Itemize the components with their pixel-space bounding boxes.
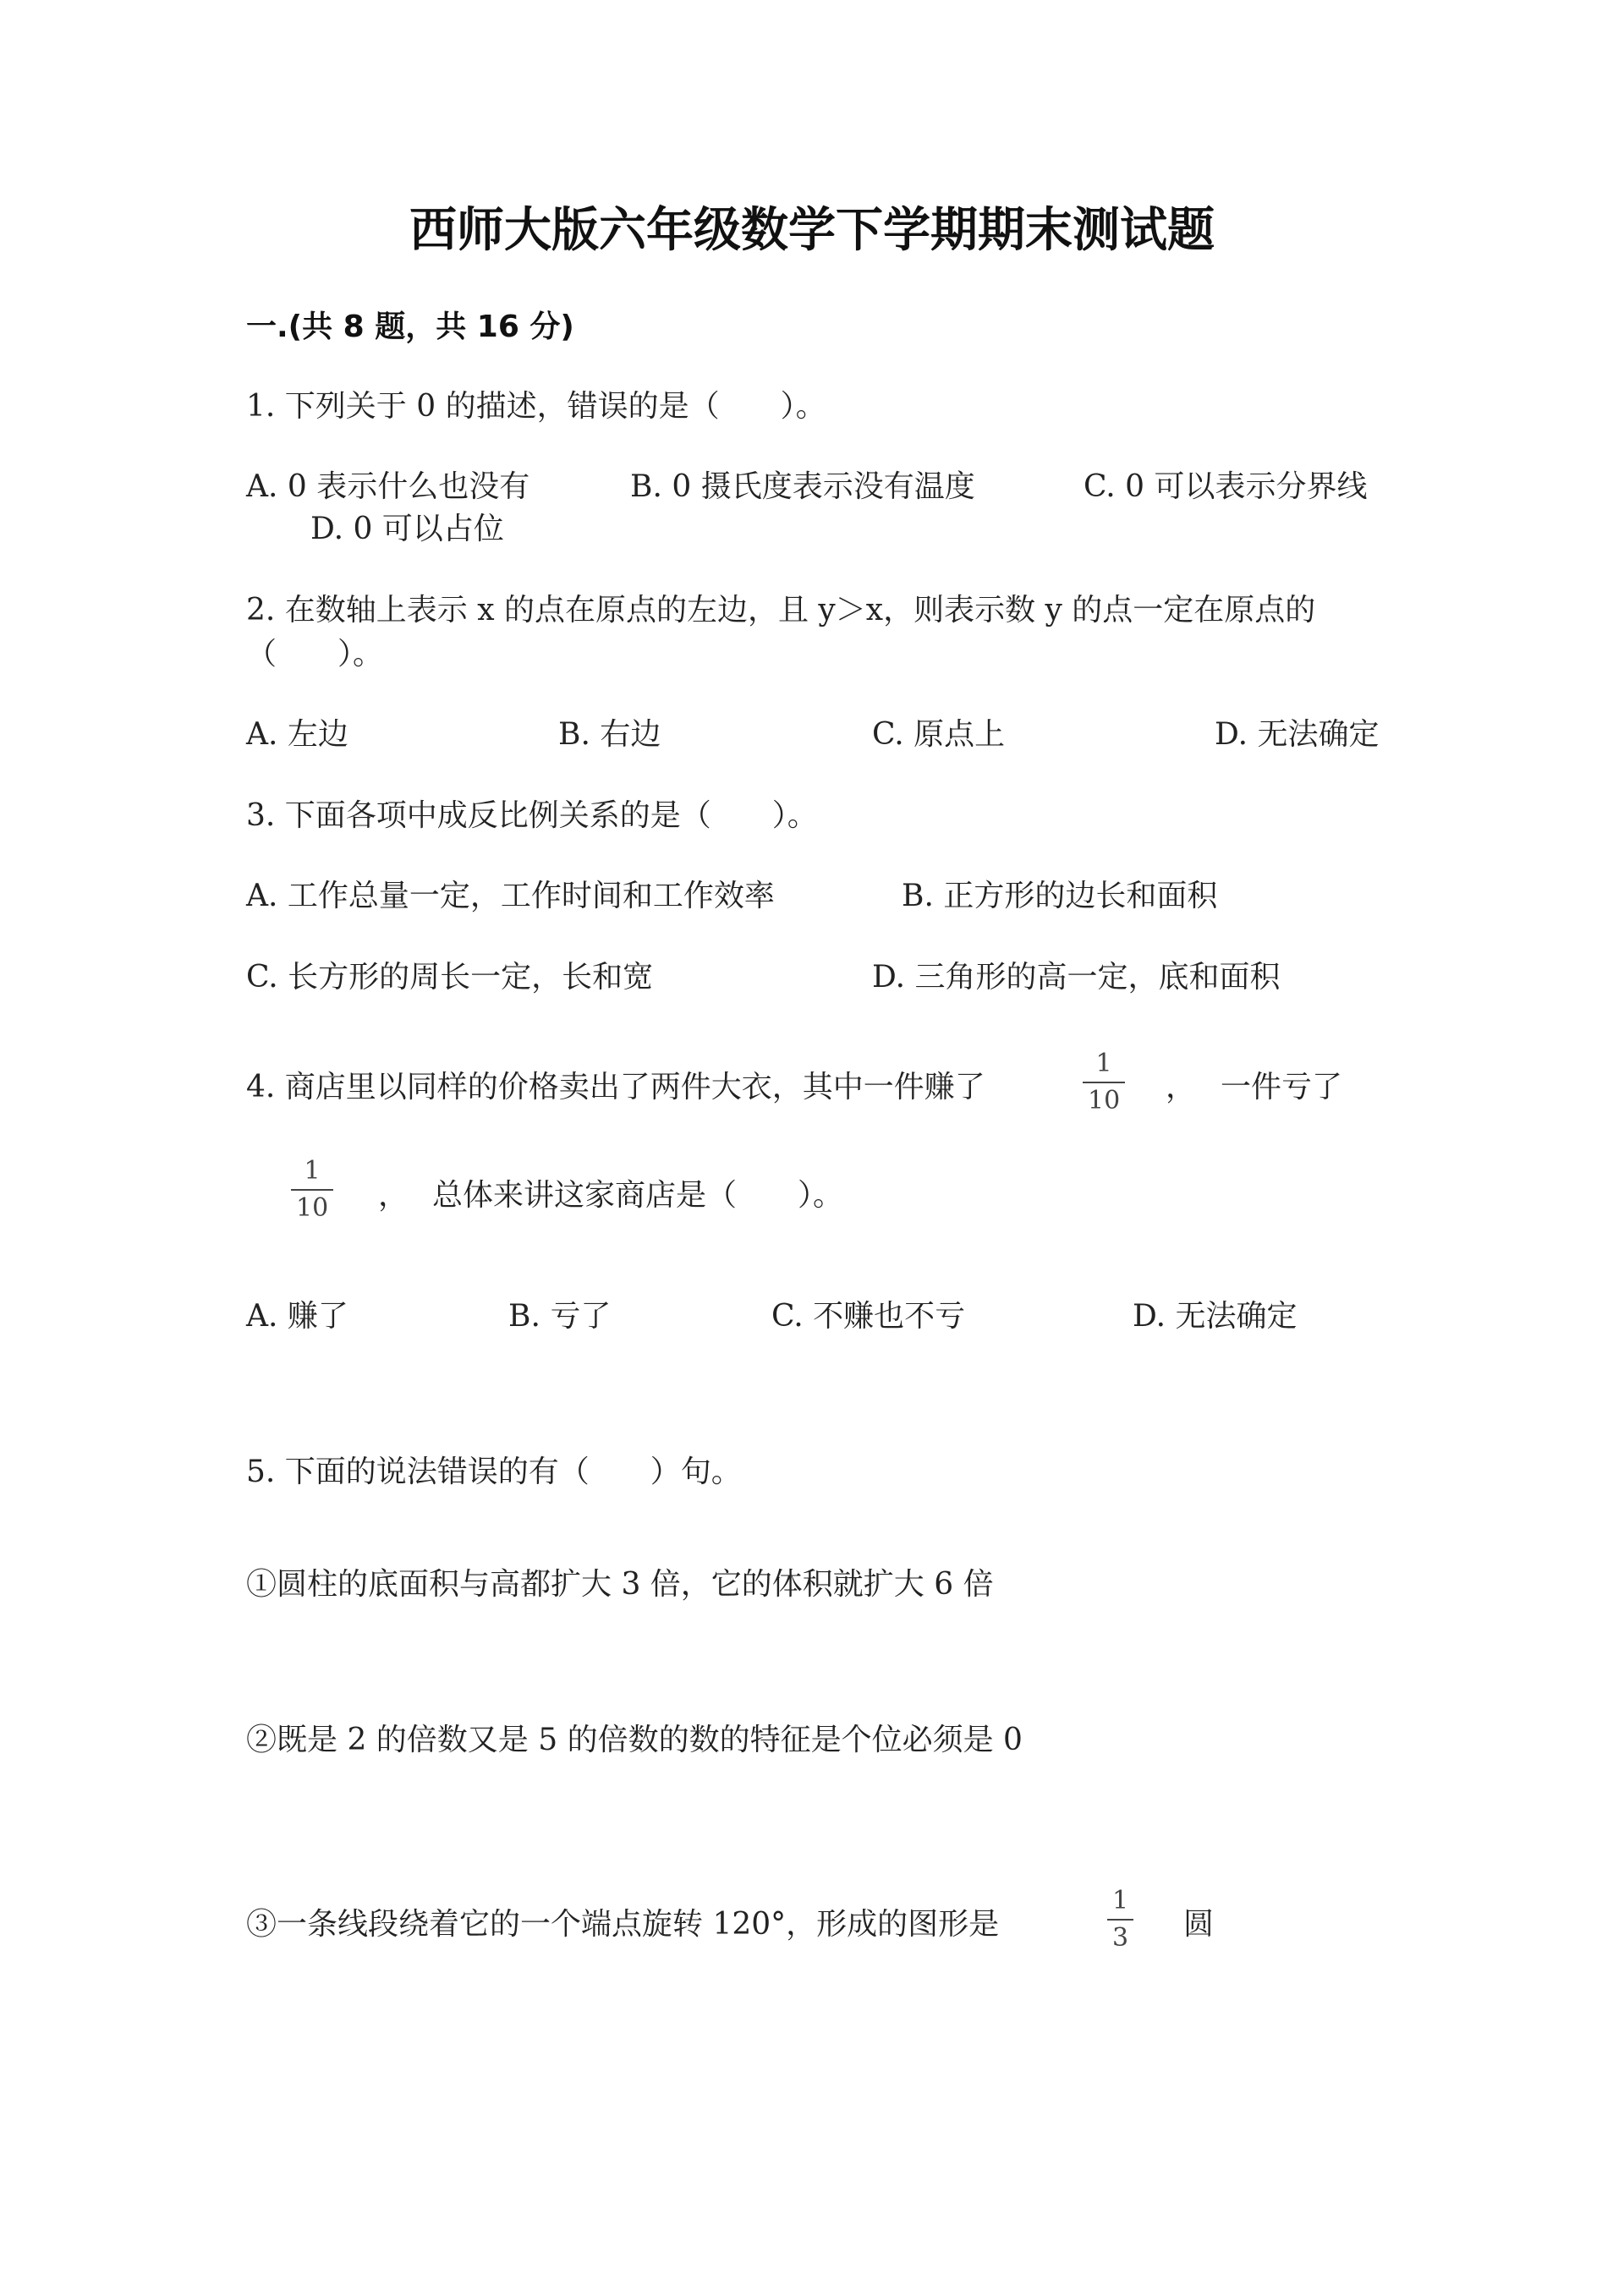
question-4-stem-part3: 一件亏了 <box>1221 1070 1343 1104</box>
q4-option-a: A. 赚了 <box>246 1299 348 1334</box>
q2-option-b: B. 右边 <box>558 717 661 752</box>
question-2-stem-line2: （ ）。 <box>246 637 384 671</box>
question-4-comma-1: ， <box>1166 1070 1197 1104</box>
q1-option-a: A. 0 表示什么也没有 <box>246 469 530 504</box>
q5-statement-2: ②既是 2 的倍数又是 5 的倍数的数的特征是个位必须是 0 <box>246 1723 1023 1757</box>
q2-option-a: A. 左边 <box>246 717 348 752</box>
question-3-stem: 3. 下面各项中成反比例关系的是（ ）。 <box>246 798 818 833</box>
fraction-denominator: 10 <box>296 1193 329 1223</box>
q3-option-c: C. 长方形的周长一定，长和宽 <box>246 960 654 995</box>
q4-option-b: B. 亏了 <box>508 1299 612 1334</box>
fraction-denominator: 10 <box>1088 1086 1121 1115</box>
q5-statement-3-end: 圆 <box>1183 1907 1215 1942</box>
fraction-one-tenth <box>1083 1051 1125 1114</box>
q3-option-b: B. 正方形的边长和面积 <box>902 879 1218 913</box>
fraction-numerator: 1 <box>1095 1049 1112 1078</box>
fraction-one-third <box>1107 1888 1133 1951</box>
q3-option-d: D. 三角形的高一定，底和面积 <box>872 960 1281 995</box>
question-1-stem: 1. 下列关于 0 的描述，错误的是（ ）。 <box>246 389 826 424</box>
q2-option-c: C. 原点上 <box>872 717 1006 752</box>
page-title: 西师大版六年级数学下学期期末测试题 <box>409 203 1215 258</box>
question-5-stem: 5. 下面的说法错误的有（ ）句。 <box>246 1455 742 1489</box>
q4-option-c: C. 不赚也不亏 <box>771 1299 966 1334</box>
question-2-stem-line1: 2. 在数轴上表示 x 的点在原点的左边，且 y＞x，则表示数 y 的点一定在原点的 <box>246 593 1316 627</box>
q5-statement-3: ③一条线段绕着它的一个端点旋转 120°，形成的图形是 <box>246 1907 1000 1942</box>
q1-option-c: C. 0 可以表示分界线 <box>1084 469 1368 504</box>
question-4-stem-part5: 总体来讲这家商店是（ ）。 <box>432 1178 844 1213</box>
q3-option-a: A. 工作总量一定，工作时间和工作效率 <box>246 879 775 913</box>
section-heading: 一.(共 8 题，共 16 分) <box>246 310 574 344</box>
fraction-numerator: 1 <box>304 1156 321 1186</box>
q1-option-d: D. 0 可以占位 <box>310 512 504 546</box>
q5-statement-1: ①圆柱的底面积与高都扩大 3 倍，它的体积就扩大 6 倍 <box>246 1567 994 1602</box>
fraction-denominator: 3 <box>1112 1923 1129 1953</box>
fraction-numerator: 1 <box>1112 1886 1129 1915</box>
q4-option-d: D. 无法确定 <box>1133 1299 1298 1334</box>
q1-option-b: B. 0 摄氏度表示没有温度 <box>630 469 975 504</box>
question-4-comma-2: ， <box>378 1178 409 1213</box>
question-4-stem-part1: 4. 商店里以同样的价格卖出了两件大衣，其中一件赚了 <box>246 1070 985 1104</box>
fraction-one-tenth <box>291 1156 333 1223</box>
q2-option-d: D. 无法确定 <box>1215 717 1380 752</box>
